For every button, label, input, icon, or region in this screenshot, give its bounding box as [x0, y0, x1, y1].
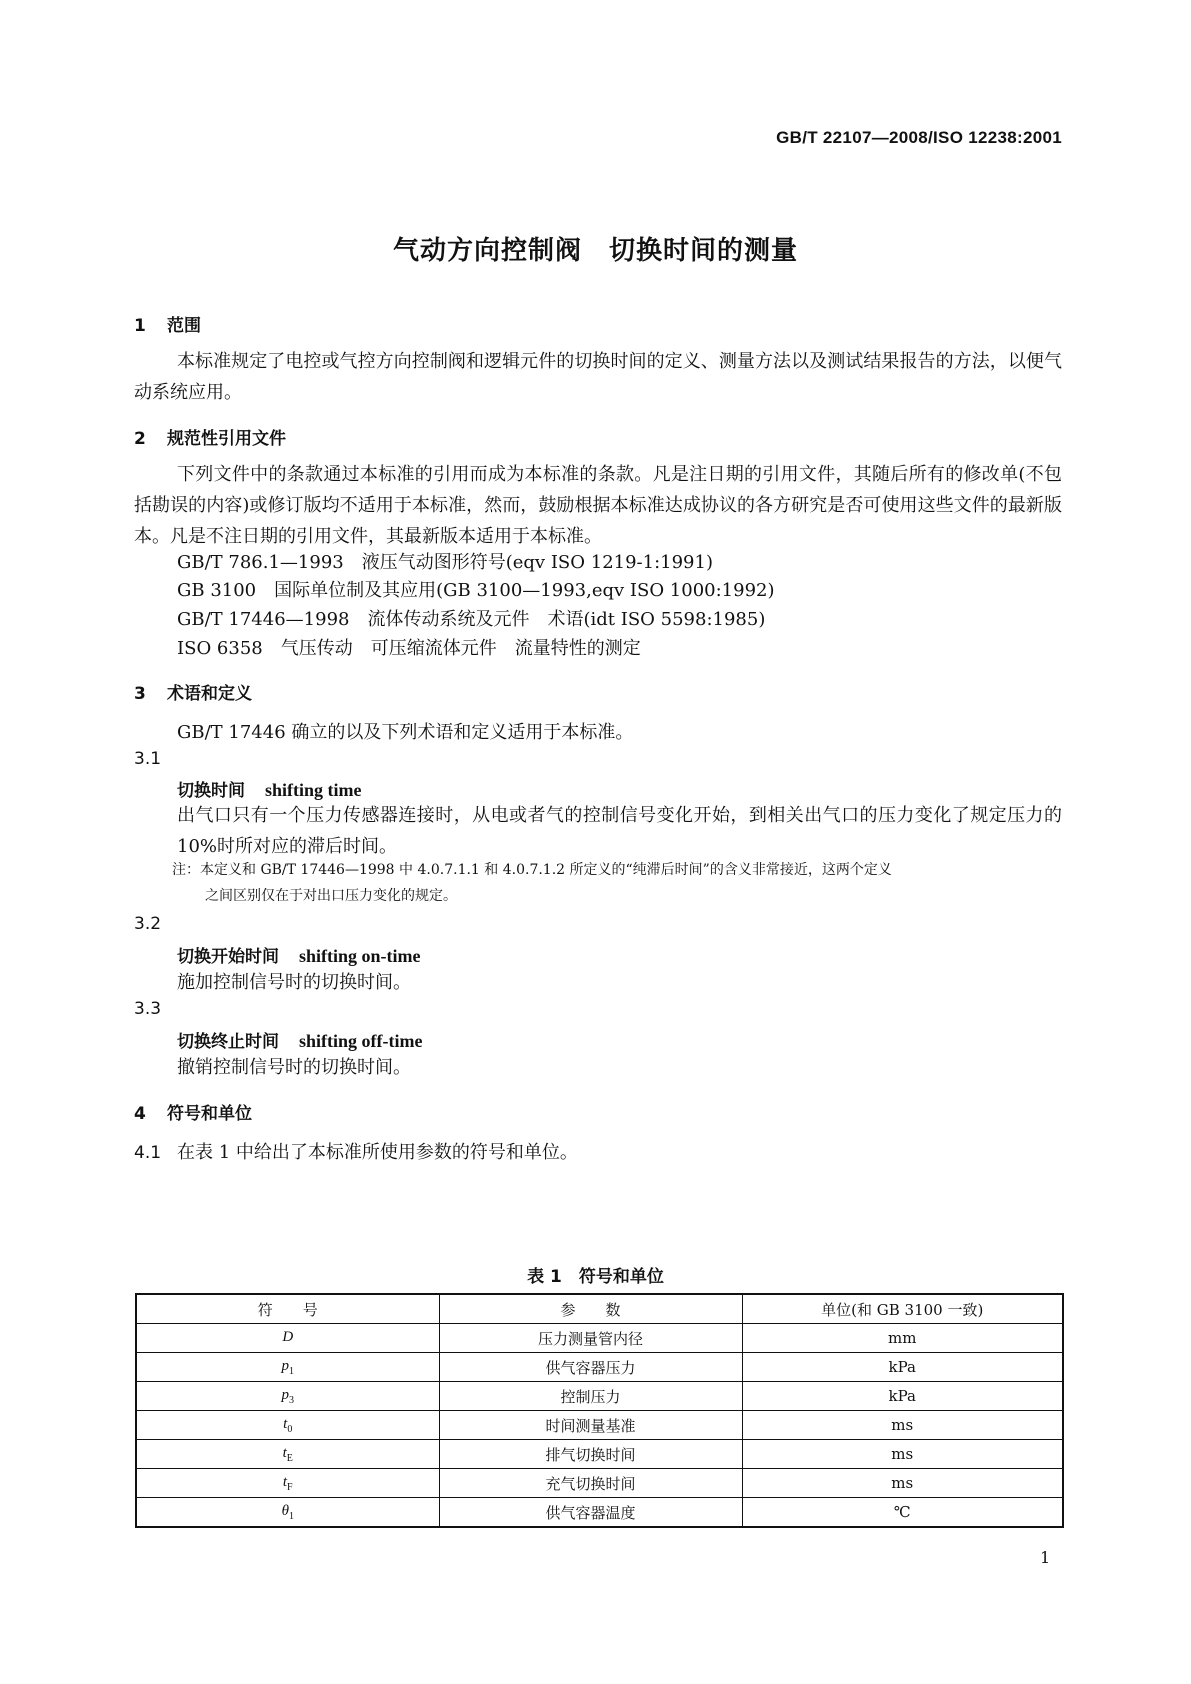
- column-header-parameter: 参 数: [439, 1294, 742, 1324]
- parameter-cell: 充气切换时间: [439, 1469, 742, 1498]
- unit-cell: kPa: [742, 1382, 1063, 1411]
- parameter-cell: 供气容器压力: [439, 1353, 742, 1382]
- parameter-cell: 时间测量基准: [439, 1411, 742, 1440]
- subclause-text: 在表 1 中给出了本标准所使用参数的符号和单位。: [177, 1142, 578, 1163]
- reference-item: GB/T 17446—1998 流体传动系统及元件 术语(idt ISO 5598:1985): [177, 609, 766, 630]
- clause-number: 3.1: [134, 749, 162, 769]
- table-row: [136, 1382, 1063, 1411]
- symbol-cell: $t_E$: [136, 1440, 439, 1469]
- term-heading: [177, 1027, 422, 1052]
- table-row: [136, 1498, 1063, 1528]
- reference-item: GB 3100 国际单位制及其应用(GB 3100—1993,eqv ISO 1000:1992): [177, 580, 775, 601]
- unit-cell: ms: [742, 1440, 1063, 1469]
- term-en: shifting off-time: [299, 1031, 423, 1051]
- parameter-cell: 压力测量管内径: [439, 1324, 742, 1353]
- reference-item: ISO 6358 气压传动 可压缩流体元件 流量特性的测定: [177, 638, 641, 659]
- clause-number: 3.2: [134, 914, 162, 934]
- subclause-4-1: [134, 1138, 578, 1164]
- term-heading: [177, 776, 362, 801]
- term-definition: 施加控制信号时的切换时间。: [177, 972, 411, 993]
- unit-cell: ℃: [742, 1498, 1063, 1528]
- column-header-symbol: 符 号: [136, 1294, 439, 1324]
- section-title: 术语和定义: [167, 684, 252, 704]
- section-number: 2: [134, 429, 146, 449]
- table-row: [136, 1324, 1063, 1353]
- section-title: 符号和单位: [167, 1104, 252, 1124]
- table-caption: 表 1 符号和单位: [527, 1267, 664, 1287]
- term-en: shifting on-time: [299, 946, 421, 966]
- term-heading: [177, 942, 421, 967]
- unit-cell: mm: [742, 1324, 1063, 1353]
- symbol-cell: $p_3$: [136, 1382, 439, 1411]
- section-2-heading: [134, 424, 286, 449]
- unit-cell: ms: [742, 1469, 1063, 1498]
- section-2-text: 下列文件中的条款通过本标准的引用而成为本标准的条款。凡是注日期的引用文件，其随后所有的修改单(不包括勘误的内容)或修订版均不适用于本标准，然而，鼓励根据本标准达成协议的各方研究是否可使用这些文件的最新版本。凡是不注日期的引用文件，其最新版本适用于本标准。: [134, 464, 1062, 547]
- term-definition: 出气口只有一个压力传感器连接时，从电或者气的控制信号变化开始，到相关出气口的压力变化了规定压力的 10%时所对应的滞后时间。: [177, 805, 1062, 857]
- clause-number: 4.1: [134, 1143, 162, 1163]
- section-1-text: 本标准规定了电控或气控方向控制阀和逻辑元件的切换时间的定义、测量方法以及测试结果报告的方法，以便气动系统应用。: [134, 351, 1062, 403]
- section-3-text: GB/T 17446 确立的以及下列术语和定义适用于本标准。: [177, 722, 634, 743]
- term-en: shifting time: [265, 780, 362, 800]
- parameter-cell: 供气容器温度: [439, 1498, 742, 1528]
- symbol-cell: $t_F$: [136, 1469, 439, 1498]
- table-row: [136, 1411, 1063, 1440]
- note-label: 注：: [172, 862, 200, 878]
- parameter-cell: 排气切换时间: [439, 1440, 742, 1469]
- clause-number: 3.3: [134, 999, 162, 1019]
- symbol-cell: D: [136, 1324, 439, 1353]
- term-zh: 切换终止时间: [177, 1032, 279, 1052]
- table-row: [136, 1353, 1063, 1382]
- symbol-cell: $p_1$: [136, 1353, 439, 1382]
- note-text-continued: 之间区别仅在于对出口压力变化的规定。: [205, 888, 457, 904]
- term-zh: 切换时间: [177, 781, 245, 801]
- note-text: 本定义和 GB/T 17446—1998 中 4.0.7.1.1 和 4.0.7.1.2 所定义的“纯滞后时间”的含义非常接近，这两个定义: [200, 862, 892, 878]
- table-header-row: [136, 1294, 1063, 1324]
- table-row: [136, 1440, 1063, 1469]
- unit-cell: ms: [742, 1411, 1063, 1440]
- standard-number: GB/T 22107—2008/ISO 12238:2001: [776, 128, 1062, 147]
- section-title: 范围: [167, 316, 201, 336]
- unit-cell: kPa: [742, 1353, 1063, 1382]
- section-title: 规范性引用文件: [167, 429, 286, 449]
- section-number: 3: [134, 684, 146, 704]
- term-note: [172, 857, 1062, 909]
- section-1-heading: [134, 311, 201, 336]
- reference-item: GB/T 786.1—1993 液压气动图形符号(eqv ISO 1219-1:1991): [177, 552, 713, 573]
- table-row: [136, 1469, 1063, 1498]
- column-header-unit: 单位(和 GB 3100 一致): [742, 1294, 1063, 1324]
- section-number: 1: [134, 316, 146, 336]
- term-definition: 撤销控制信号时的切换时间。: [177, 1057, 411, 1078]
- section-number: 4: [134, 1104, 146, 1124]
- section-3-heading: [134, 679, 252, 704]
- parameter-cell: 控制压力: [439, 1382, 742, 1411]
- symbol-cell: $t_0$: [136, 1411, 439, 1440]
- symbol-cell: $\theta_1$: [136, 1498, 439, 1528]
- section-4-heading: [134, 1099, 252, 1124]
- symbols-table: [135, 1293, 1064, 1528]
- page-title: 气动方向控制阀 切换时间的测量: [392, 236, 798, 266]
- page-number: 1: [1040, 1548, 1051, 1567]
- term-zh: 切换开始时间: [177, 947, 279, 967]
